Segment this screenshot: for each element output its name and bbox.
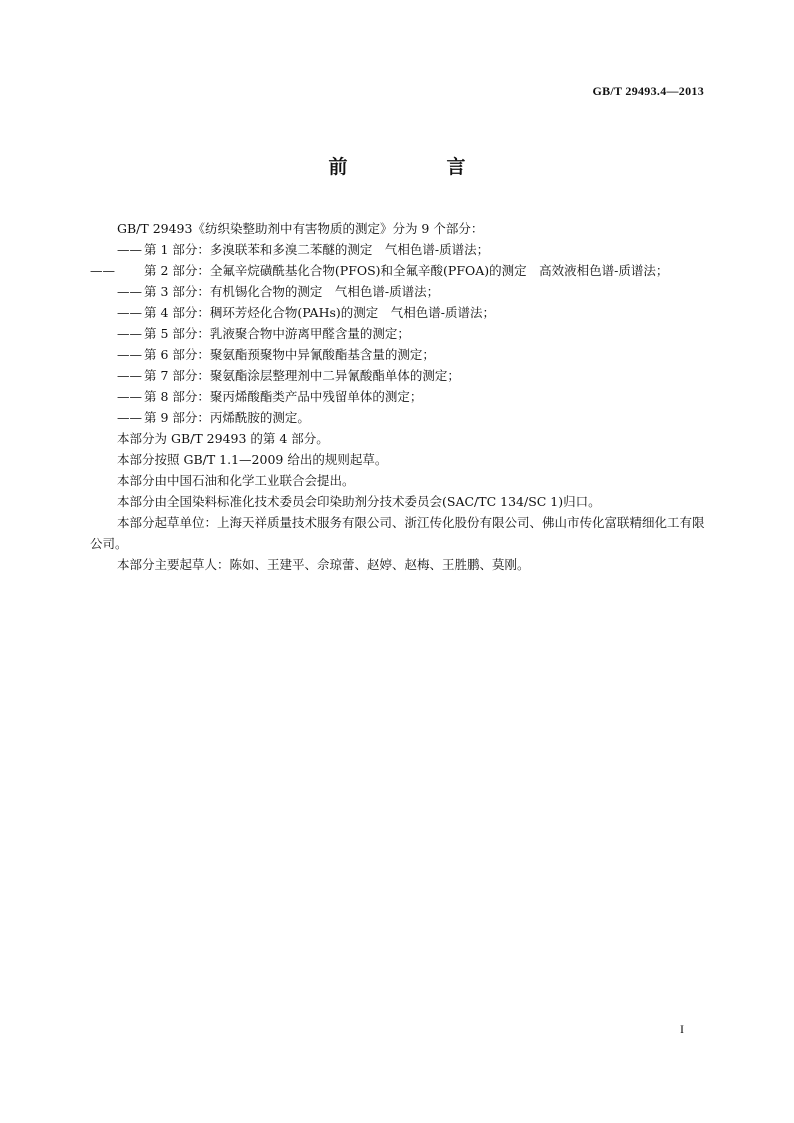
- intro-paragraph: GB/T 29493《纺织染整助剂中有害物质的测定》分为 9 个部分：: [117, 221, 484, 236]
- part-item: —— 第 3 部分：有机锡化合物的测定 气相色谱-质谱法；: [117, 284, 440, 299]
- part-item: —— 第 1 部分：多溴联苯和多溴二苯醚的测定 气相色谱-质谱法；: [117, 242, 490, 257]
- body-paragraph: 本部分主要起草人：陈如、王建平、佘琼蕾、赵婷、赵梅、王胜鹏、莫刚。: [117, 557, 530, 572]
- part-item: —— 第 6 部分：聚氨酯预聚物中异氰酸酯基含量的测定；: [117, 347, 435, 362]
- foreword-content: [90, 218, 706, 575]
- body-paragraph: 本部分由中国石油和化学工业联合会提出。: [117, 473, 355, 488]
- body-paragraph: 本部分按照 GB/T 1.1—2009 给出的规则起草。: [117, 452, 388, 467]
- part-item: —— 第 4 部分：稠环芳烃化合物(PAHs)的测定 气相色谱-质谱法；: [117, 305, 495, 320]
- page-title: 前 言: [328, 156, 506, 178]
- page-number: I: [680, 1022, 684, 1036]
- part-item: —— 第 7 部分：聚氨酯涂层整理剂中二异氰酸酯单体的测定；: [117, 368, 460, 383]
- part-item: —— 第 8 部分：聚丙烯酸酯类产品中残留单体的测定；: [117, 389, 423, 404]
- body-paragraph: 本部分为 GB/T 29493 的第 4 部分。: [117, 431, 329, 446]
- part-item: —— 第 9 部分：丙烯酰胺的测定。: [117, 410, 310, 425]
- part-item: —— 第 5 部分：乳液聚合物中游离甲醛含量的测定；: [117, 326, 410, 341]
- part-item: —— 第 2 部分：全氟辛烷磺酰基化合物(PFOS)和全氟辛酸(PFOA)的测定 高效液相色谱-质谱法；: [90, 263, 669, 278]
- body-paragraph: 本部分起草单位：上海天祥质量技术服务有限公司、浙江传化股份有限公司、佛山市传化富联精细化工有限公司。: [90, 515, 705, 551]
- body-paragraph: 本部分由全国染料标准化技术委员会印染助剂分技术委员会(SAC/TC 134/SC 1)归口。: [117, 494, 601, 509]
- document-code: GB/T 29493.4—2013: [592, 84, 704, 98]
